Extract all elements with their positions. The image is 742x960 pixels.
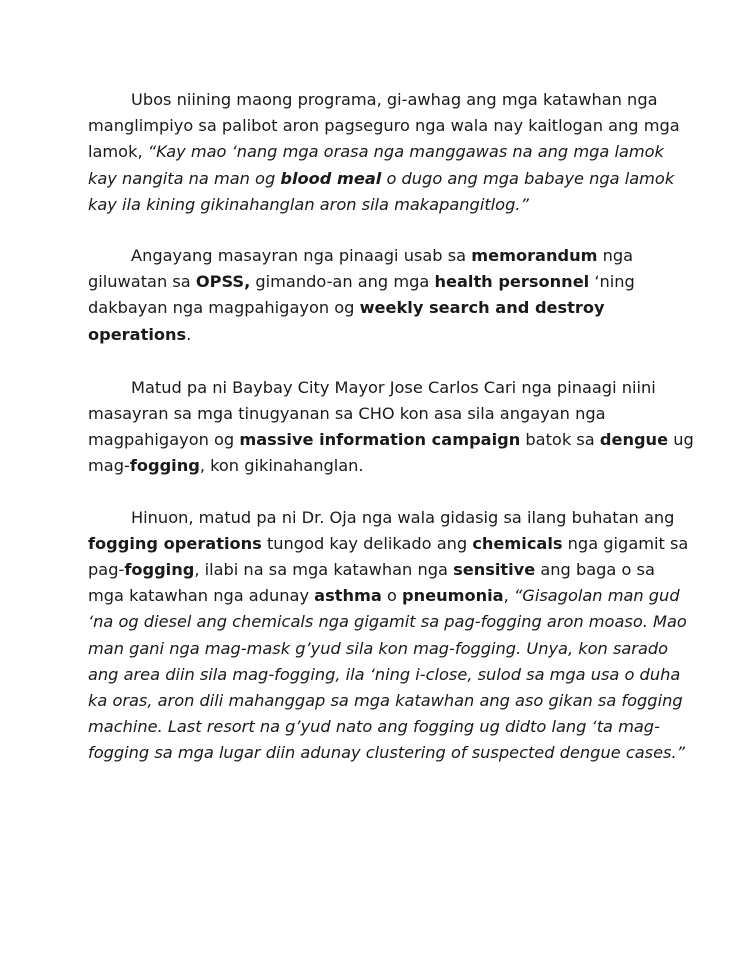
- text-run: , ilabi na sa mga katawhan nga: [194, 560, 454, 580]
- text-run: nga gigamit sa pag-: [88, 533, 689, 580]
- text-run: fogging: [129, 456, 200, 476]
- text-run: nga giluwatan sa: [88, 246, 634, 292]
- text-run: o: [381, 586, 402, 606]
- text-run: pneumonia: [402, 586, 504, 606]
- paragraph-mayor-statement: [88, 375, 694, 480]
- paragraph-opss-memorandum: [88, 243, 694, 348]
- text-run: fogging operations: [88, 533, 262, 553]
- text-run: health personnel: [434, 272, 590, 292]
- text-run: , kon gikinahanglan.: [199, 456, 364, 476]
- text-run: ,: [503, 586, 514, 606]
- text-run: OPSS,: [195, 272, 251, 292]
- text-run: gimando-an ang mga: [250, 272, 435, 292]
- text-run: Matud pa ni Baybay City Mayor Jose Carlos Cari nga pinaagi niini masayran sa mga tinugyanan sa CHO kon asa sila angayan nga magpahigayon og: [88, 377, 656, 450]
- text-run: blood meal: [280, 168, 382, 188]
- text-run: “Kay mao ‘nang mga orasa nga manggawas na ang mga lamok kay nangita na man og: [88, 142, 664, 188]
- paragraph-mosquito-cleanup: [88, 87, 694, 218]
- text-run: Ubos niining maong programa, gi-awhag ang mga katawhan nga manglimpiyo sa palibot aron pagseguro nga wala nay kaitlogan ang mga lamok,: [88, 90, 680, 162]
- text-run: memorandum: [471, 246, 598, 266]
- text-run: batok sa: [520, 430, 600, 450]
- text-run: ug mag-: [88, 430, 694, 476]
- paragraph-fogging-caution: [88, 505, 694, 767]
- text-run: tungod kay delikado ang: [261, 533, 473, 553]
- document-page: [88, 87, 694, 767]
- text-run: Angayang masayran nga pinaagi usab sa: [131, 246, 472, 266]
- text-run: dengue: [599, 430, 669, 450]
- text-run: chemicals: [472, 533, 563, 553]
- text-run: asthma: [314, 586, 382, 606]
- text-run: ‘ning dakbayan nga magpahigayon og: [88, 272, 635, 318]
- text-run: o dugo ang mga babaye nga lamok kay ila kining gikinahanglan aron sila makapangitlog.”: [88, 168, 675, 214]
- text-run: .: [186, 324, 192, 344]
- text-run: Hinuon, matud pa ni Dr. Oja nga wala gidasig sa ilang buhatan ang: [131, 507, 675, 527]
- text-run: “Gisagolan man gud ‘na og diesel ang chemicals nga gigamit sa pag-fogging aron moaso. Mao man gani nga mag-mask g’yud sila kon mag-fogging. Unya, kon sarado ang area diin sila mag-fogging, ila ‘ning i-close, sulod sa mga usa o duha ka oras, aron dili mahanggap sa mga katawhan ang aso gikan sa fogging machine. Last resort na g’yud nato ang fogging ug didto lang ‘ta mag-fogging sa mga lugar diin adunay clustering of suspected dengue cases.”: [88, 586, 687, 763]
- text-run: ang baga o sa mga katawhan nga adunay: [88, 560, 655, 606]
- text-run: weekly search and destroy operations: [88, 298, 605, 344]
- text-run: sensitive: [453, 560, 536, 580]
- text-run: massive information campaign: [239, 430, 521, 450]
- text-run: fogging: [124, 560, 195, 580]
